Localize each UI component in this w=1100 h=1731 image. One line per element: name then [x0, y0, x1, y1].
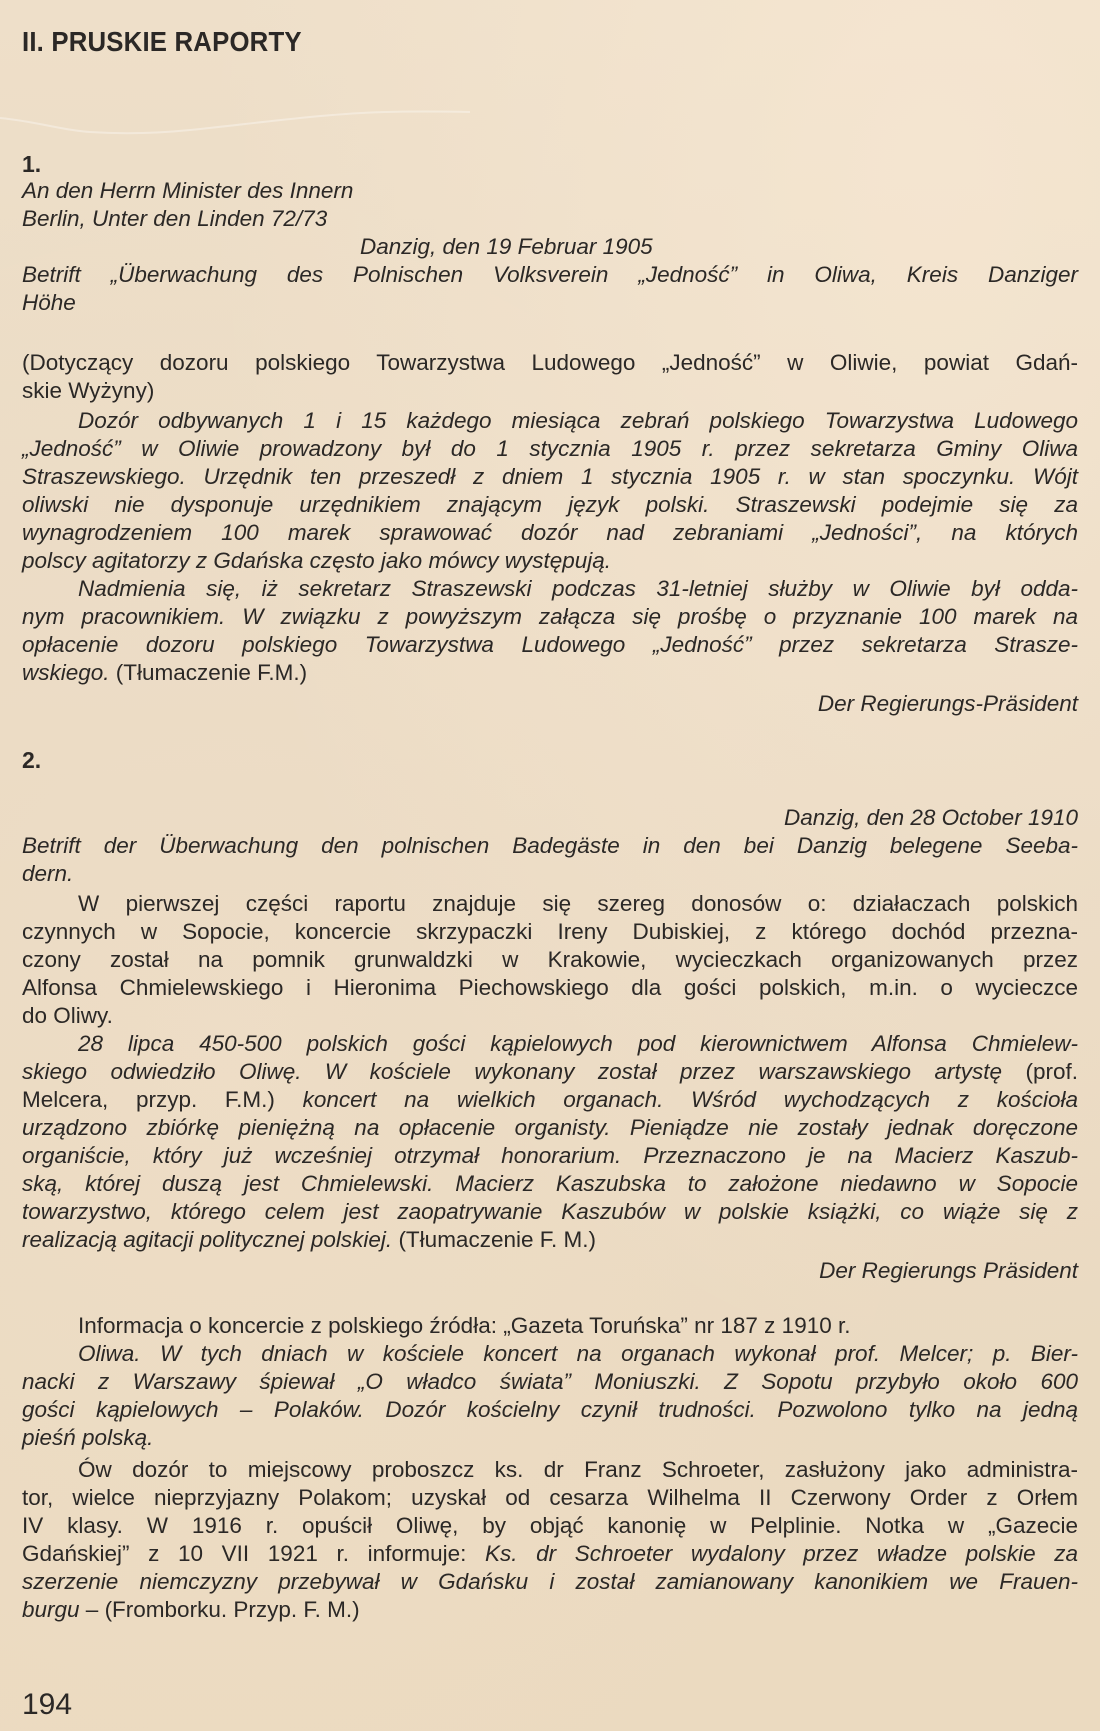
- doc2-para2-last-italic: realizacją agitacji politycznej polskiej.: [22, 1227, 393, 1252]
- doc1-para1-line: polscy agitatorzy z Gdańska często jako mówcy występują.: [22, 548, 611, 573]
- doc2-para1-line: czony został na pomnik grunwaldzki w Krakowie, wycieczkach organizowanych przez: [22, 947, 1078, 972]
- commentary-note-line: tor, wielce nieprzyjazny Polakom; uzyskał od cesarza Wilhelma II Czerwony Order z Orłem: [22, 1485, 1078, 1510]
- commentary-note-line4-normal: Gdańskiej” z 10 VII 1921 r. informuje:: [22, 1541, 485, 1566]
- doc1-para2-last-line: [22, 659, 1078, 687]
- doc1-translation-line1: (Dotyczący dozoru polskiego Towarzystwa Ludowego „Jedność” w Oliwie, powiat Gdań-: [22, 350, 1078, 375]
- doc2-translation-note: (Tłumaczenie F. M.): [392, 1227, 596, 1252]
- doc1-para2-last-italic: wskiego.: [22, 660, 110, 685]
- commentary-source-line: Informacja o koncercie z polskiego źródła: „Gazeta Toruńska” nr 187 z 1910 r.: [78, 1313, 851, 1338]
- doc1-para2-line: nym pracownikiem. W związku z powyższym załącza się prośbę o przyznanie 100 marek na: [22, 604, 1078, 629]
- doc2-para2-line: 28 lipca 450-500 polskich gości kąpielowych pod kierownictwem Alfonsa Chmielew-: [78, 1031, 1078, 1056]
- doc1-subject-line2: Höhe: [22, 290, 76, 315]
- commentary-note-line: [22, 1540, 1078, 1568]
- commentary-quote-line: nacki z Warszawy śpiewał „O władco świata” Moniuszki. Z Sopotu przybyło około 600: [22, 1369, 1078, 1394]
- doc2-para2-line: organiście, który już wcześniej otrzymał honorarium. Przeznaczono je na Macierz Kaszub-: [22, 1143, 1078, 1168]
- doc1-para1-line: „Jedność” w Oliwie prowadzony był do 1 stycznia 1905 r. przez sekretarza Gminy Oliwa: [22, 436, 1078, 461]
- commentary-note-line: [22, 1596, 1078, 1624]
- doc2-para2-line: urządzono zbiórkę pieniężną na opłacenie organisty. Pieniądze nie zostały jednak doręczone: [22, 1115, 1078, 1140]
- doc2-para2-line: ską, której duszą jest Chmielewski. Macierz Kaszubska to założone niedawno w Sopocie: [22, 1171, 1078, 1196]
- doc2-signature: Der Regierungs Präsident: [819, 1258, 1078, 1283]
- commentary-quote-line: pieśń polską.: [22, 1425, 154, 1450]
- doc2-para1-line: czynnych w Sopocie, koncercie skrzypaczki Ireny Dubiskiej, z którego dochód przezna-: [22, 919, 1078, 944]
- doc1-address-line2: Berlin, Unter den Linden 72/73: [22, 206, 328, 231]
- commentary-note-line: Ów dozór to miejscowy proboszcz ks. dr Franz Schroeter, zasłużony jako administra-: [78, 1457, 1078, 1482]
- doc2-para2-line3-italic: koncert na wielkich organach. Wśród wychodzących z kościoła: [274, 1087, 1078, 1112]
- commentary-note-line4-italic: Ks. dr Schroeter wydalony przez władze polskie za: [484, 1541, 1079, 1566]
- page-number: 194: [22, 1688, 73, 1721]
- doc2-para2-last-line: [22, 1226, 1078, 1254]
- doc1-para1-line: Dozór odbywanych 1 i 15 każdego miesiąca zebrań polskiego Towarzystwa Ludowego: [78, 408, 1078, 433]
- doc2-para2-line2-italic: skiego odwiedziło Oliwę. W kościele wykonany został przez warszawskiego artystę: [22, 1059, 1003, 1084]
- commentary-note-line: IV klasy. W 1916 r. opuścił Oliwę, by objąć kanonię w Pelplinie. Notka w „Gazecie: [22, 1513, 1078, 1538]
- doc2-para2-line: towarzystwo, którego celem jest zaopatrywanie Kaszubów w polskie książki, co wiąże się z: [22, 1199, 1078, 1224]
- doc1-number: 1.: [22, 151, 42, 177]
- commentary-note-line: szerzenie niemczyzny przebywał w Gdańsku i został zamianowany kanonikiem we Frauen-: [22, 1569, 1078, 1594]
- commentary-note-line6-italic: burgu: [22, 1597, 80, 1622]
- doc1-para1-line: Straszewskiego. Urzędnik ten przeszedł z dniem 1 stycznia 1905 r. w stan spoczynku. Wójt: [22, 464, 1078, 489]
- doc1-translation-line2: skie Wyżyny): [22, 378, 155, 403]
- doc2-subject-line2: dern.: [22, 861, 74, 886]
- doc2-para2-line3-normal: Melcera, przyp. F.M.): [22, 1087, 275, 1112]
- doc2-para1-line: W pierwszej części raportu znajduje się szereg donosów o: działaczach polskich: [78, 891, 1078, 916]
- doc2-date: Danzig, den 28 October 1910: [784, 805, 1078, 830]
- doc2-para2-line2-normal: (prof.: [1002, 1059, 1078, 1084]
- doc2-para1-line: Alfonsa Chmielewskiego i Hieronima Piechowskiego dla gości polskich, m.in. o wycieczce: [22, 975, 1078, 1000]
- doc1-para2-line: Nadmienia się, iż sekretarz Straszewski podczas 31-letniej służby w Oliwie był odda-: [78, 576, 1078, 601]
- doc1-signature: Der Regierungs-Präsident: [817, 691, 1078, 716]
- doc2-para2-line: [22, 1058, 1078, 1086]
- doc1-para2-line: opłacenie dozoru polskiego Towarzystwa Ludowego „Jedność” przez sekretarza Strasze-: [22, 632, 1078, 657]
- paper-crease: [0, 108, 480, 148]
- doc1-address-line1: An den Herrn Minister des Innern: [22, 178, 354, 203]
- doc1-date: Danzig, den 19 Februar 1905: [360, 234, 653, 259]
- commentary-quote-line: Oliwa. W tych dniach w kościele koncert na organach wykonał prof. Melcer; p. Bier-: [78, 1341, 1078, 1366]
- commentary-quote-line: gości kąpielowych – Polaków. Dozór kościelny czynił trudności. Pozwolono tylko na jedną: [22, 1397, 1078, 1422]
- doc1-para1-line: oliwski nie dysponuje urzędnikiem znającym język polski. Straszewski podejmie się za: [22, 492, 1078, 517]
- doc2-para1-line: do Oliwy.: [22, 1003, 113, 1028]
- section-heading: II. PRUSKIE RAPORTY: [22, 26, 302, 57]
- commentary-note-line6-normal: – (Fromborku. Przyp. F. M.): [79, 1597, 360, 1622]
- doc1-subject-line1: Betrift „Überwachung des Polnischen Volksverein „Jedność” in Oliwa, Kreis Danziger: [22, 262, 1078, 287]
- doc2-number: 2.: [22, 747, 42, 773]
- doc1-para1-line: wynagrodzeniem 100 marek sprawować dozór nad zebraniami „Jedności”, na których: [22, 520, 1078, 545]
- doc2-subject-line1: Betrift der Überwachung den polnischen Badegäste in den bei Danzig belegene Seeba-: [22, 833, 1078, 858]
- doc2-para2-line: [22, 1086, 1078, 1114]
- doc1-translation-note: (Tłumaczenie F.M.): [109, 660, 308, 685]
